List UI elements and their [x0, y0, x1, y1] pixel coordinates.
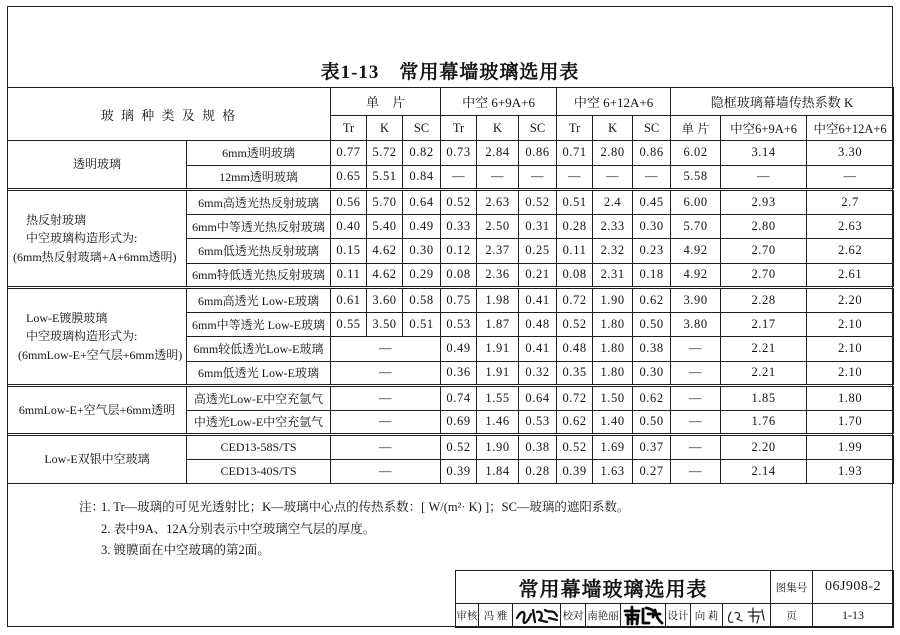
cell-12a-sc: 0.62 [633, 288, 671, 313]
cell-k-9a: 2.17 [721, 312, 807, 337]
cell-9a-tr: 0.75 [441, 288, 477, 313]
glass-category-line: 中空玻璃构造形式为: [26, 231, 138, 246]
cell-k-12a: 2.62 [807, 239, 894, 264]
cell-9a-sc: 0.32 [519, 361, 557, 386]
glass-spec: 12mm透明玻璃 [187, 165, 331, 190]
cell-single-k: 3.60 [367, 288, 403, 313]
cell-k-12a: 2.63 [807, 214, 894, 239]
glass-spec: 6mm中等透光 Low-E玻璃 [187, 312, 331, 337]
cell-12a-k: 1.63 [593, 459, 633, 484]
cell-12a-k: 1.40 [593, 410, 633, 435]
cell-single-tr: 0.55 [331, 312, 367, 337]
cell-12a-k: 2.4 [593, 190, 633, 215]
title-block-title: 常用幕墙玻璃选用表 [456, 571, 771, 604]
header-12a-sc: SC [633, 116, 671, 141]
cell-k-single: — [671, 459, 721, 484]
cell-k-12a: 1.80 [807, 386, 894, 411]
title-block-row [456, 604, 894, 628]
cell-9a-k: 1.84 [477, 459, 519, 484]
cell-9a-tr: 0.33 [441, 214, 477, 239]
header-single-sc: SC [403, 116, 441, 141]
cell-12a-k: 2.31 [593, 263, 633, 288]
glass-spec: CED13-40S/TS [187, 459, 331, 484]
cell-k-12a: 2.10 [807, 337, 894, 362]
cell-9a-k: 2.36 [477, 263, 519, 288]
cell-k-9a: 3.14 [721, 141, 807, 166]
cell-12a-tr: 0.52 [557, 435, 593, 460]
glass-spec: 6mm透明玻璃 [187, 141, 331, 166]
cell-single-k: 5.51 [367, 165, 403, 190]
header-single-pane: 单 片 [331, 88, 441, 116]
cell-9a-k: 2.84 [477, 141, 519, 166]
cell-12a-sc: 0.30 [633, 214, 671, 239]
cell-single-merged: — [331, 337, 441, 362]
cell-9a-tr: 0.39 [441, 459, 477, 484]
cell-single-sc: 0.29 [403, 263, 441, 288]
cell-k-12a: 2.10 [807, 361, 894, 386]
cell-k-single: 3.80 [671, 312, 721, 337]
cell-k-12a: — [807, 165, 894, 190]
cell-12a-tr: — [557, 165, 593, 190]
cell-single-tr: 0.65 [331, 165, 367, 190]
cell-single-sc: 0.64 [403, 190, 441, 215]
page-number: 1-13 [813, 604, 894, 628]
table-row [8, 288, 894, 313]
cell-single-tr: 0.56 [331, 190, 367, 215]
cell-12a-sc: 0.50 [633, 410, 671, 435]
glass-spec: 中透光Low-E中空充氩气 [187, 410, 331, 435]
cell-k-single: — [671, 337, 721, 362]
cell-9a-sc: 0.31 [519, 214, 557, 239]
cell-k-12a: 2.10 [807, 312, 894, 337]
cell-9a-sc: 0.25 [519, 239, 557, 264]
header-single-tr: Tr [331, 116, 367, 141]
glass-table-body [8, 141, 894, 484]
glass-category [8, 141, 187, 190]
atlas-number: 06J908-2 [813, 571, 894, 604]
cell-12a-tr: 0.62 [557, 410, 593, 435]
cell-12a-sc: 0.38 [633, 337, 671, 362]
glass-category [8, 288, 187, 386]
header-glass-type: 玻 璃 种 类 及 规 格 [8, 88, 331, 141]
cell-single-sc: 0.84 [403, 165, 441, 190]
cell-single-sc: 0.82 [403, 141, 441, 166]
cell-single-merged: — [331, 410, 441, 435]
glass-category-line: (6mmLow-E+空气层+6mm透明) [18, 347, 183, 362]
cell-12a-sc: 0.30 [633, 361, 671, 386]
cell-9a-tr: 0.52 [441, 435, 477, 460]
glass-spec: 6mm中等透光热反射玻璃 [187, 214, 331, 239]
cell-9a-tr: 0.52 [441, 190, 477, 215]
note-line [79, 497, 629, 519]
reviewer-signature [513, 604, 561, 628]
table-header [8, 88, 894, 141]
cell-k-12a: 2.20 [807, 288, 894, 313]
glass-category-line: Low-E镀膜玻璃 [26, 310, 108, 325]
cell-k-single: — [671, 435, 721, 460]
header-9a-k: K [477, 116, 519, 141]
cell-k-12a: 1.93 [807, 459, 894, 484]
cell-12a-sc: 0.18 [633, 263, 671, 288]
cell-12a-sc: 0.86 [633, 141, 671, 166]
glass-selection-table [7, 87, 894, 484]
cell-k-single: 5.58 [671, 165, 721, 190]
cell-k-12a: 3.30 [807, 141, 894, 166]
cell-9a-sc: 0.21 [519, 263, 557, 288]
cell-12a-sc: 0.62 [633, 386, 671, 411]
cell-12a-k: 1.80 [593, 361, 633, 386]
header-k-9a: 中空6+9A+6 [721, 116, 807, 141]
cell-12a-k: 1.69 [593, 435, 633, 460]
header-12a-k: K [593, 116, 633, 141]
atlas-number-label: 图集号 [771, 571, 813, 604]
checker-signature [621, 604, 666, 628]
cell-12a-tr: 0.39 [557, 459, 593, 484]
cell-9a-k: 1.55 [477, 386, 519, 411]
cell-k-9a: 1.76 [721, 410, 807, 435]
glass-spec: 6mm较低透光Low-E玻璃 [187, 337, 331, 362]
cell-k-single: 6.00 [671, 190, 721, 215]
cell-k-9a: 2.28 [721, 288, 807, 313]
cell-9a-sc: 0.64 [519, 386, 557, 411]
cell-12a-sc: — [633, 165, 671, 190]
cell-9a-tr: 0.08 [441, 263, 477, 288]
cell-k-9a: 2.21 [721, 337, 807, 362]
cell-9a-sc: — [519, 165, 557, 190]
cell-12a-sc: 0.50 [633, 312, 671, 337]
signature-scribble-icon [622, 605, 665, 627]
cell-12a-tr: 0.51 [557, 190, 593, 215]
glass-category-line: Low-E双银中空玻璃 [44, 452, 150, 467]
checker-name: 南艳丽 [586, 604, 621, 628]
header-hollow-12a: 中空 6+12A+6 [557, 88, 671, 116]
glass-category [8, 190, 187, 288]
title-block-row [456, 571, 894, 604]
cell-9a-sc: 0.41 [519, 337, 557, 362]
note-text: 1. Tr—玻璃的可见光透射比；K—玻璃中心点的传热系数：[ W/(m²· K) ]；SC—玻璃的遮阳系数。 [101, 500, 630, 514]
cell-12a-sc: 0.37 [633, 435, 671, 460]
cell-k-9a: 2.70 [721, 263, 807, 288]
cell-single-merged: — [331, 435, 441, 460]
glass-category-line: 中空玻璃构造形式为: [26, 329, 138, 344]
cell-9a-k: 1.98 [477, 288, 519, 313]
table-row [8, 435, 894, 460]
cell-k-9a: — [721, 165, 807, 190]
cell-9a-k: 2.63 [477, 190, 519, 215]
cell-12a-k: — [593, 165, 633, 190]
cell-12a-k: 1.90 [593, 288, 633, 313]
note-line [79, 540, 629, 562]
cell-single-tr: 0.61 [331, 288, 367, 313]
cell-k-single: 4.92 [671, 239, 721, 264]
cell-12a-tr: 0.52 [557, 312, 593, 337]
cell-single-k: 5.72 [367, 141, 403, 166]
cell-12a-sc: 0.27 [633, 459, 671, 484]
glass-spec: 6mm高透光 Low-E玻璃 [187, 288, 331, 313]
cell-k-single: — [671, 410, 721, 435]
header-row [8, 88, 894, 116]
table-row [8, 386, 894, 411]
cell-k-9a: 2.80 [721, 214, 807, 239]
cell-k-12a: 1.70 [807, 410, 894, 435]
cell-9a-k: 1.91 [477, 361, 519, 386]
header-12a-tr: Tr [557, 116, 593, 141]
designer-signature [723, 604, 771, 628]
cell-9a-k: 2.37 [477, 239, 519, 264]
notes-block [79, 497, 629, 562]
checker-label: 校对 [561, 604, 586, 628]
glass-spec: 6mm低透光 Low-E玻璃 [187, 361, 331, 386]
glass-spec: CED13-58S/TS [187, 435, 331, 460]
cell-12a-sc: 0.23 [633, 239, 671, 264]
header-hollow-9a: 中空 6+9A+6 [441, 88, 557, 116]
cell-single-sc: 0.30 [403, 239, 441, 264]
cell-9a-sc: 0.48 [519, 312, 557, 337]
cell-9a-tr: — [441, 165, 477, 190]
cell-12a-tr: 0.72 [557, 386, 593, 411]
cell-single-tr: 0.77 [331, 141, 367, 166]
cell-9a-sc: 0.86 [519, 141, 557, 166]
cell-12a-sc: 0.45 [633, 190, 671, 215]
header-k-12a: 中空6+12A+6 [807, 116, 894, 141]
cell-single-sc: 0.51 [403, 312, 441, 337]
cell-k-12a: 2.61 [807, 263, 894, 288]
cell-12a-k: 2.80 [593, 141, 633, 166]
glass-category [8, 386, 187, 435]
cell-9a-k: 1.87 [477, 312, 519, 337]
cell-single-merged: — [331, 361, 441, 386]
cell-9a-k: 1.90 [477, 435, 519, 460]
cell-k-9a: 2.70 [721, 239, 807, 264]
glass-category-line: 透明玻璃 [72, 157, 121, 172]
cell-k-single: — [671, 386, 721, 411]
glass-spec: 6mm特低透光热反射玻璃 [187, 263, 331, 288]
glass-spec: 高透光Low-E中空充氩气 [187, 386, 331, 411]
cell-12a-k: 1.80 [593, 337, 633, 362]
cell-9a-tr: 0.12 [441, 239, 477, 264]
table-row [8, 141, 894, 166]
cell-single-k: 3.50 [367, 312, 403, 337]
designer-name: 向 莉 [691, 604, 723, 628]
cell-12a-tr: 0.28 [557, 214, 593, 239]
designer-label: 设计 [666, 604, 691, 628]
cell-k-9a: 2.20 [721, 435, 807, 460]
signature-scribble-icon [514, 605, 560, 627]
glass-category-line: 6mmLow-E+空气层+6mm透明 [18, 402, 176, 417]
cell-single-tr: 0.40 [331, 214, 367, 239]
cell-single-tr: 0.11 [331, 263, 367, 288]
cell-k-9a: 2.14 [721, 459, 807, 484]
cell-k-single: 4.92 [671, 263, 721, 288]
cell-12a-k: 1.50 [593, 386, 633, 411]
cell-12a-tr: 0.48 [557, 337, 593, 362]
table-row [8, 190, 894, 215]
cell-single-k: 5.40 [367, 214, 403, 239]
title-block [455, 570, 894, 628]
cell-9a-k: 2.50 [477, 214, 519, 239]
cell-single-sc: 0.49 [403, 214, 441, 239]
cell-9a-tr: 0.74 [441, 386, 477, 411]
cell-9a-k: 1.46 [477, 410, 519, 435]
glass-category [8, 435, 187, 484]
header-single-k: K [367, 116, 403, 141]
note-text: 3. 镀膜面在中空玻璃的第2面。 [101, 543, 270, 557]
notes-label: 注： [79, 500, 105, 514]
cell-12a-tr: 0.71 [557, 141, 593, 166]
cell-single-merged: — [331, 386, 441, 411]
header-9a-tr: Tr [441, 116, 477, 141]
cell-k-9a: 2.21 [721, 361, 807, 386]
cell-k-12a: 2.7 [807, 190, 894, 215]
cell-k-12a: 1.99 [807, 435, 894, 460]
note-line [79, 519, 629, 541]
cell-k-single: 6.02 [671, 141, 721, 166]
cell-9a-sc: 0.38 [519, 435, 557, 460]
glass-spec: 6mm低透光热反射玻璃 [187, 239, 331, 264]
cell-9a-tr: 0.69 [441, 410, 477, 435]
cell-9a-tr: 0.36 [441, 361, 477, 386]
header-9a-sc: SC [519, 116, 557, 141]
cell-k-single: — [671, 361, 721, 386]
glass-spec: 6mm高透光热反射玻璃 [187, 190, 331, 215]
cell-12a-tr: 0.08 [557, 263, 593, 288]
cell-single-k: 4.62 [367, 263, 403, 288]
page-label: 页 [771, 604, 813, 628]
cell-single-tr: 0.15 [331, 239, 367, 264]
header-k-single: 单 片 [671, 116, 721, 141]
cell-single-merged: — [331, 459, 441, 484]
signature-scribble-icon [724, 605, 770, 627]
glass-category-line: (6mm热反射玻璃+A+6mm透明) [13, 249, 177, 264]
cell-12a-tr: 0.72 [557, 288, 593, 313]
cell-9a-sc: 0.28 [519, 459, 557, 484]
cell-9a-tr: 0.73 [441, 141, 477, 166]
cell-12a-k: 2.32 [593, 239, 633, 264]
reviewer-name: 冯 雅 [479, 604, 513, 628]
cell-single-k: 5.70 [367, 190, 403, 215]
note-text: 2. 表中9A、12A分别表示中空玻璃空气层的厚度。 [101, 521, 376, 536]
cell-k-single: 3.90 [671, 288, 721, 313]
cell-12a-tr: 0.35 [557, 361, 593, 386]
cell-k-9a: 1.85 [721, 386, 807, 411]
cell-9a-tr: 0.53 [441, 312, 477, 337]
cell-single-sc: 0.58 [403, 288, 441, 313]
cell-9a-sc: 0.53 [519, 410, 557, 435]
table-title: 表1-13 常用幕墙玻璃选用表 [320, 62, 580, 83]
cell-12a-k: 1.80 [593, 312, 633, 337]
cell-9a-k: — [477, 165, 519, 190]
cell-12a-tr: 0.11 [557, 239, 593, 264]
cell-single-k: 4.62 [367, 239, 403, 264]
cell-9a-sc: 0.41 [519, 288, 557, 313]
header-k-value: 隐框玻璃幕墙传热系数 K [671, 88, 894, 116]
cell-12a-k: 2.33 [593, 214, 633, 239]
cell-9a-tr: 0.49 [441, 337, 477, 362]
glass-category-line: 热反射玻璃 [26, 212, 87, 227]
cell-k-9a: 2.93 [721, 190, 807, 215]
cell-9a-k: 1.91 [477, 337, 519, 362]
cell-9a-sc: 0.52 [519, 190, 557, 215]
cell-k-single: 5.70 [671, 214, 721, 239]
reviewer-label: 审核 [456, 604, 479, 628]
